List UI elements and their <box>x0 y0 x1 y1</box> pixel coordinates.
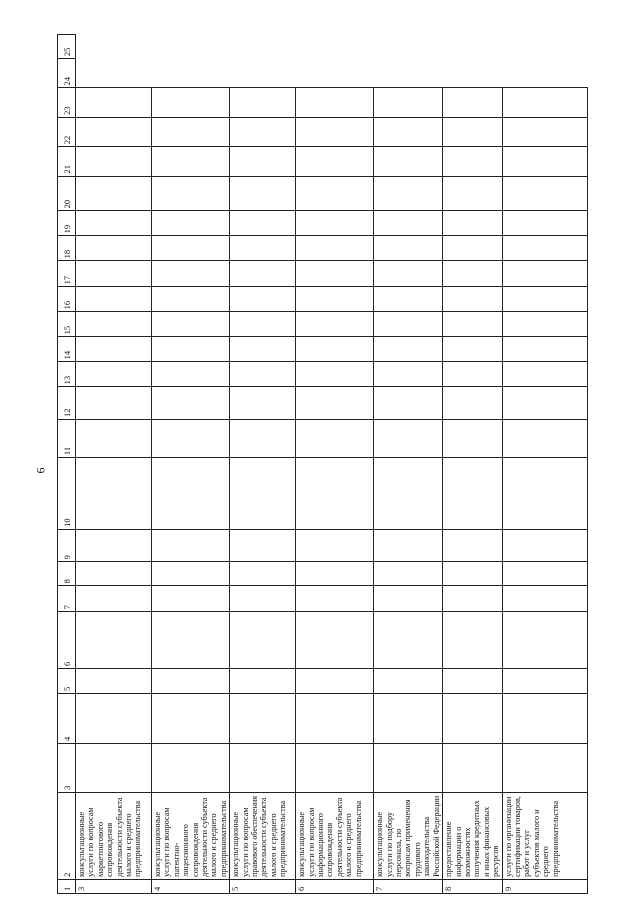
col-number: 13 <box>58 362 76 387</box>
col-number: 4 <box>58 693 76 743</box>
service-description: консультационные услуги по вопросам правового обеспечения деятельности субъекта малого и среднего предпринимательства <box>230 792 296 879</box>
col-number: 10 <box>58 458 76 530</box>
col-number: 12 <box>58 387 76 420</box>
data-table <box>57 34 588 894</box>
table-row <box>374 35 443 894</box>
col-number: 16 <box>58 287 76 312</box>
col-number: 15 <box>58 312 76 337</box>
service-description: услуги по организации сертификации товаров, работ и услуг субъектов малого и среднего предпринимательства <box>502 792 587 879</box>
col-number: 23 <box>58 88 76 117</box>
table-row <box>76 35 152 894</box>
col-number: 8 <box>58 562 76 586</box>
col-number: 1 <box>58 879 76 893</box>
row-number: 4 <box>152 879 230 893</box>
col-number: 3 <box>58 743 76 792</box>
table-row <box>443 35 502 894</box>
col-number: 19 <box>58 211 76 236</box>
col-number: 7 <box>58 586 76 612</box>
page-number: 6 <box>33 467 48 474</box>
table-row <box>230 35 296 894</box>
col-number: 11 <box>58 420 76 458</box>
col-number: 25 <box>58 35 76 59</box>
row-number: 8 <box>443 879 502 893</box>
service-description: консультационные услуги по подбору персонала, по вопросам применения трудового законодательства Российской Федерации <box>374 792 443 879</box>
col-number: 24 <box>58 59 76 88</box>
column-number-row <box>58 35 76 894</box>
row-number: 6 <box>296 879 374 893</box>
row-number: 5 <box>230 879 296 893</box>
col-number: 14 <box>58 337 76 362</box>
row-number: 9 <box>502 879 587 893</box>
col-number: 21 <box>58 147 76 176</box>
table-row <box>502 35 587 894</box>
col-number: 6 <box>58 612 76 669</box>
col-number: 17 <box>58 261 76 287</box>
row-number: 7 <box>374 879 443 893</box>
col-number: 5 <box>58 668 76 693</box>
col-number: 9 <box>58 529 76 562</box>
service-description: консультационные услуги по вопросам информационного сопровождения деятельности субъекта малого и среднего предпринимательства <box>296 792 374 879</box>
service-description: консультационные услуги по вопросам патентно-лицензионного сопровождения деятельности субъекта малого и среднего предпринимательства <box>152 792 230 879</box>
col-number: 22 <box>58 117 76 146</box>
service-description: предоставление информации о возможностях получения кредитных и иных финансовых ресурсов <box>443 792 502 879</box>
service-description: консультационные услуги по вопросам маркетингового сопровождения деятельности субъекта малого и среднего предпринимательства <box>76 792 152 879</box>
table-row <box>152 35 230 894</box>
rotated-table-container <box>57 34 577 894</box>
col-number: 20 <box>58 176 76 211</box>
col-number: 18 <box>58 236 76 261</box>
table-row <box>296 35 374 894</box>
col-number: 2 <box>58 792 76 879</box>
row-number: 3 <box>76 879 152 893</box>
